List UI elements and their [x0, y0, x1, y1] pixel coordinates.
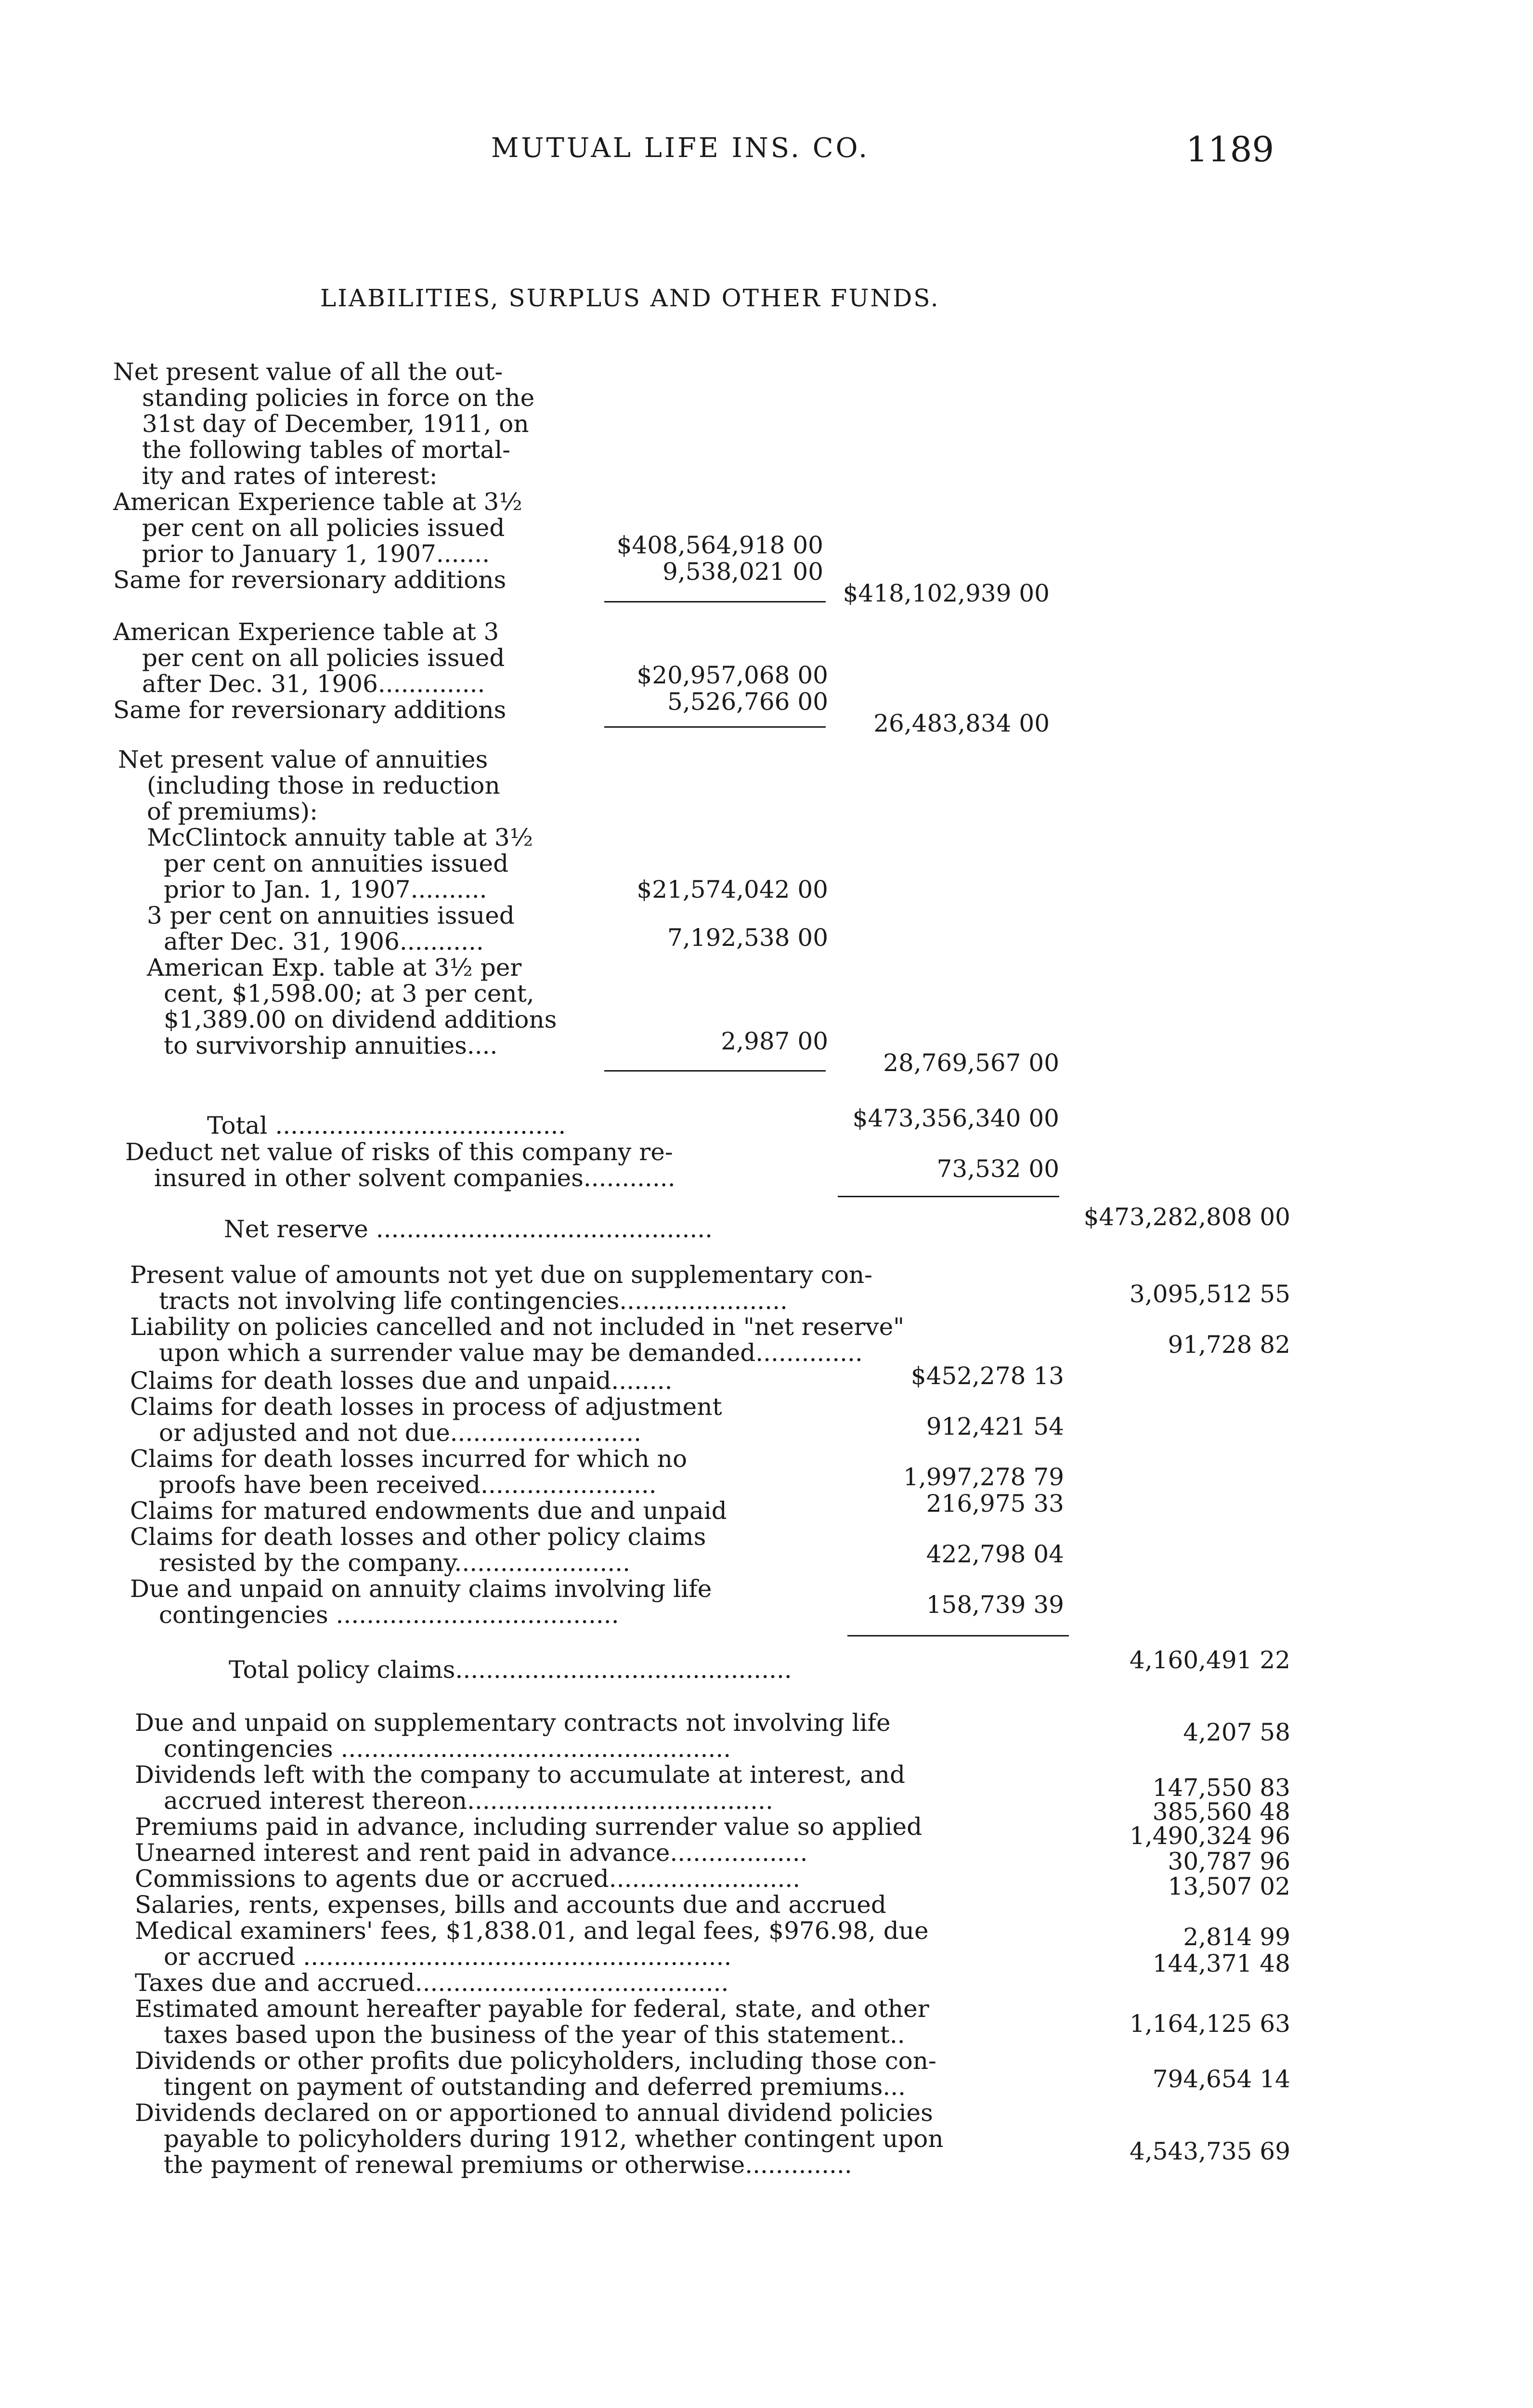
total-line: Total ......................................	[207, 1112, 566, 1139]
am-exp-3-amount: $20,957,068 00	[637, 661, 828, 689]
text-line: Commissions to agents due or accrued.........................	[135, 1865, 801, 1893]
text-line: (including those in reduction	[147, 772, 500, 799]
text-line: per cent on all policies issued	[142, 514, 505, 542]
other-amount: 1,164,125 63	[1130, 2010, 1290, 2038]
text-line: Estimated amount hereafter payable for federal, state, and other	[135, 1995, 929, 2023]
text-line: Premiums paid in advance, including surrender value so applied	[135, 1813, 922, 1841]
text-line: ity and rates of interest:	[142, 462, 438, 490]
text-line: contingencies ...................................................	[164, 1735, 731, 1763]
text-line: Same for reversionary additions	[113, 696, 507, 724]
claim-items	[130, 1368, 852, 1628]
other-liabilities	[135, 1710, 1098, 2178]
text-line: the following tables of mortal-	[142, 436, 511, 464]
other-amount: 147,550 83	[1152, 1774, 1290, 1802]
text-line: tingent on payment of outstanding and deferred premiums...	[164, 2073, 906, 2101]
cancelled-amount: 91,728 82	[1168, 1331, 1290, 1359]
rule	[847, 1635, 1069, 1636]
other-amount: 1,490,324 96	[1130, 1822, 1290, 1850]
am-exp-35-amount: $408,564,918 00	[616, 531, 823, 559]
total-claims-line: Total policy claims............................................	[229, 1656, 792, 1684]
text-line: American Exp. table at 3½ per	[147, 954, 522, 982]
text-line: Dividends or other profits due policyholders, including those con-	[135, 2047, 936, 2075]
mcclintock-amount: $21,574,042 00	[637, 876, 828, 903]
three-pct-amount: 7,192,538 00	[667, 924, 828, 952]
text-line: Claims for death losses in process of adjustment	[130, 1393, 722, 1421]
total-amount: $473,356,340 00	[852, 1104, 1059, 1132]
text-line: contingencies .....................................	[159, 1601, 619, 1629]
net-reserve-line: Net reserve ............................................	[224, 1215, 713, 1243]
other-amount: 13,507 02	[1168, 1872, 1290, 1900]
claim-amount: $452,278 13	[910, 1362, 1064, 1390]
claim-amount: 422,798 04	[926, 1540, 1064, 1568]
reserve-intro	[113, 359, 643, 593]
text-line: standing policies in force on the	[142, 384, 535, 412]
text-line: Due and unpaid on supplementary contracts not involving life	[135, 1709, 891, 1737]
rule	[838, 1196, 1059, 1197]
text-line: resisted by the company.......................	[159, 1549, 631, 1577]
text-line: upon which a surrender value may be demanded..............	[159, 1339, 863, 1367]
text-line: American Experience table at 3	[113, 618, 499, 646]
text-line: Dividends left with the company to accumulate at interest, and	[135, 1761, 905, 1789]
subtotal-2: 26,483,834 00	[873, 709, 1050, 737]
text-line: Present value of amounts not yet due on supplementary con-	[130, 1261, 872, 1289]
other-amount: 144,371 48	[1152, 1950, 1290, 1977]
text-line: 3 per cent on annuities issued	[147, 902, 515, 929]
claim-amount: 216,975 33	[926, 1490, 1064, 1518]
text-line: accrued interest thereon........................................	[164, 1787, 773, 1815]
deduct-block	[125, 1139, 847, 1191]
other-amount: 30,787 96	[1168, 1847, 1290, 1875]
text-line: Medical examiners' fees, $1,838.01, and legal fees, $976.98, due	[135, 1917, 929, 1945]
text-line: Taxes due and accrued.........................................	[135, 1969, 729, 1997]
claim-amount: 1,997,278 79	[903, 1463, 1064, 1491]
other-amount: 385,560 48	[1152, 1798, 1290, 1826]
text-line: per cent on all policies issued	[142, 644, 505, 672]
rule	[604, 1070, 826, 1072]
text-line: 31st day of December, 1911, on	[142, 410, 529, 438]
claim-amount: 158,739 39	[926, 1591, 1064, 1619]
subtotal-1: $418,102,939 00	[843, 579, 1050, 607]
claim-amount: 912,421 54	[926, 1413, 1064, 1440]
subtotal-3: 28,769,567 00	[883, 1049, 1059, 1077]
section-title: LIABILITIES, SURPLUS AND OTHER FUNDS.	[320, 284, 940, 312]
text-line: American Experience table at 3½	[113, 488, 522, 516]
page-number: 1189	[1186, 129, 1274, 170]
text-line: Same for reversionary additions	[113, 566, 507, 594]
text-line: McClintock annuity table at 3½	[147, 824, 533, 851]
am-exp-annuity-amount: 2,987 00	[721, 1027, 828, 1055]
total-claims-amount: 4,160,491 22	[1130, 1646, 1290, 1674]
rev-2-amount: 5,526,766 00	[667, 688, 828, 716]
text-line: Claims for death losses incurred for which no	[130, 1445, 688, 1473]
text-line: prior to Jan. 1, 1907..........	[164, 876, 487, 903]
rev-1-amount: 9,538,021 00	[663, 558, 823, 586]
text-line: prior to January 1, 1907.......	[142, 540, 490, 568]
text-line: proofs have been received.......................	[159, 1471, 657, 1499]
text-line: Deduct net value of risks of this company re-	[125, 1138, 673, 1166]
other-amount: 794,654 14	[1152, 2065, 1290, 2093]
text-line: insured in other solvent companies............	[154, 1164, 676, 1192]
am-exp-3-block	[113, 619, 643, 723]
text-line: Dividends declared on or apportioned to annual dividend policies	[135, 2099, 933, 2127]
text-line: Claims for death losses due and unpaid........	[130, 1367, 673, 1395]
text-line: of premiums):	[147, 798, 318, 825]
text-line: Due and unpaid on annuity claims involving life	[130, 1575, 712, 1603]
text-line: the payment of renewal premiums or otherwise..............	[164, 2151, 852, 2179]
rule	[604, 726, 826, 728]
deduct-amount: 73,532 00	[936, 1155, 1059, 1183]
text-line: or accrued ........................................................	[164, 1943, 732, 1971]
text-line: after Dec. 31, 1906..............	[142, 670, 485, 698]
text-line: to survivorship annuities....	[164, 1032, 498, 1060]
supp-amount: 3,095,512 55	[1130, 1280, 1290, 1308]
text-line: taxes based upon the business of the year of this statement..	[164, 2021, 905, 2049]
text-line: tracts not involving life contingencies......................	[159, 1287, 788, 1315]
text-line: Unearned interest and rent paid in advance..................	[135, 1839, 808, 1867]
text-line: or adjusted and not due.........................	[159, 1419, 642, 1447]
other-amount: 4,543,735 69	[1130, 2137, 1290, 2165]
annuities-block	[118, 746, 648, 1059]
net-reserve-amount: $473,282,808 00	[1083, 1203, 1290, 1231]
text-line: after Dec. 31, 1906...........	[164, 928, 484, 955]
rule	[604, 601, 826, 602]
text-line: $1,389.00 on dividend additions	[164, 1006, 557, 1034]
text-line: Net present value of annuities	[118, 746, 488, 773]
text-line: Liability on policies cancelled and not included in "net reserve"	[130, 1313, 905, 1341]
running-title: MUTUAL LIFE INS. CO.	[491, 132, 870, 164]
text-line: payable to policyholders during 1912, whether contingent upon	[164, 2125, 944, 2153]
text-line: cent, $1,598.00; at 3 per cent,	[164, 980, 534, 1008]
text-line: Claims for death losses and other policy claims	[130, 1523, 706, 1551]
other-amount: 2,814 99	[1183, 1923, 1290, 1951]
text-line: per cent on annuities issued	[164, 850, 509, 877]
text-line: Claims for matured endowments due and unpaid	[130, 1497, 727, 1525]
text-line: Net present value of all the out-	[113, 358, 503, 386]
supp-block	[130, 1262, 1093, 1366]
other-amount: 4,207 58	[1183, 1718, 1290, 1746]
text-line: Salaries, rents, expenses, bills and accounts due and accrued	[135, 1891, 886, 1919]
